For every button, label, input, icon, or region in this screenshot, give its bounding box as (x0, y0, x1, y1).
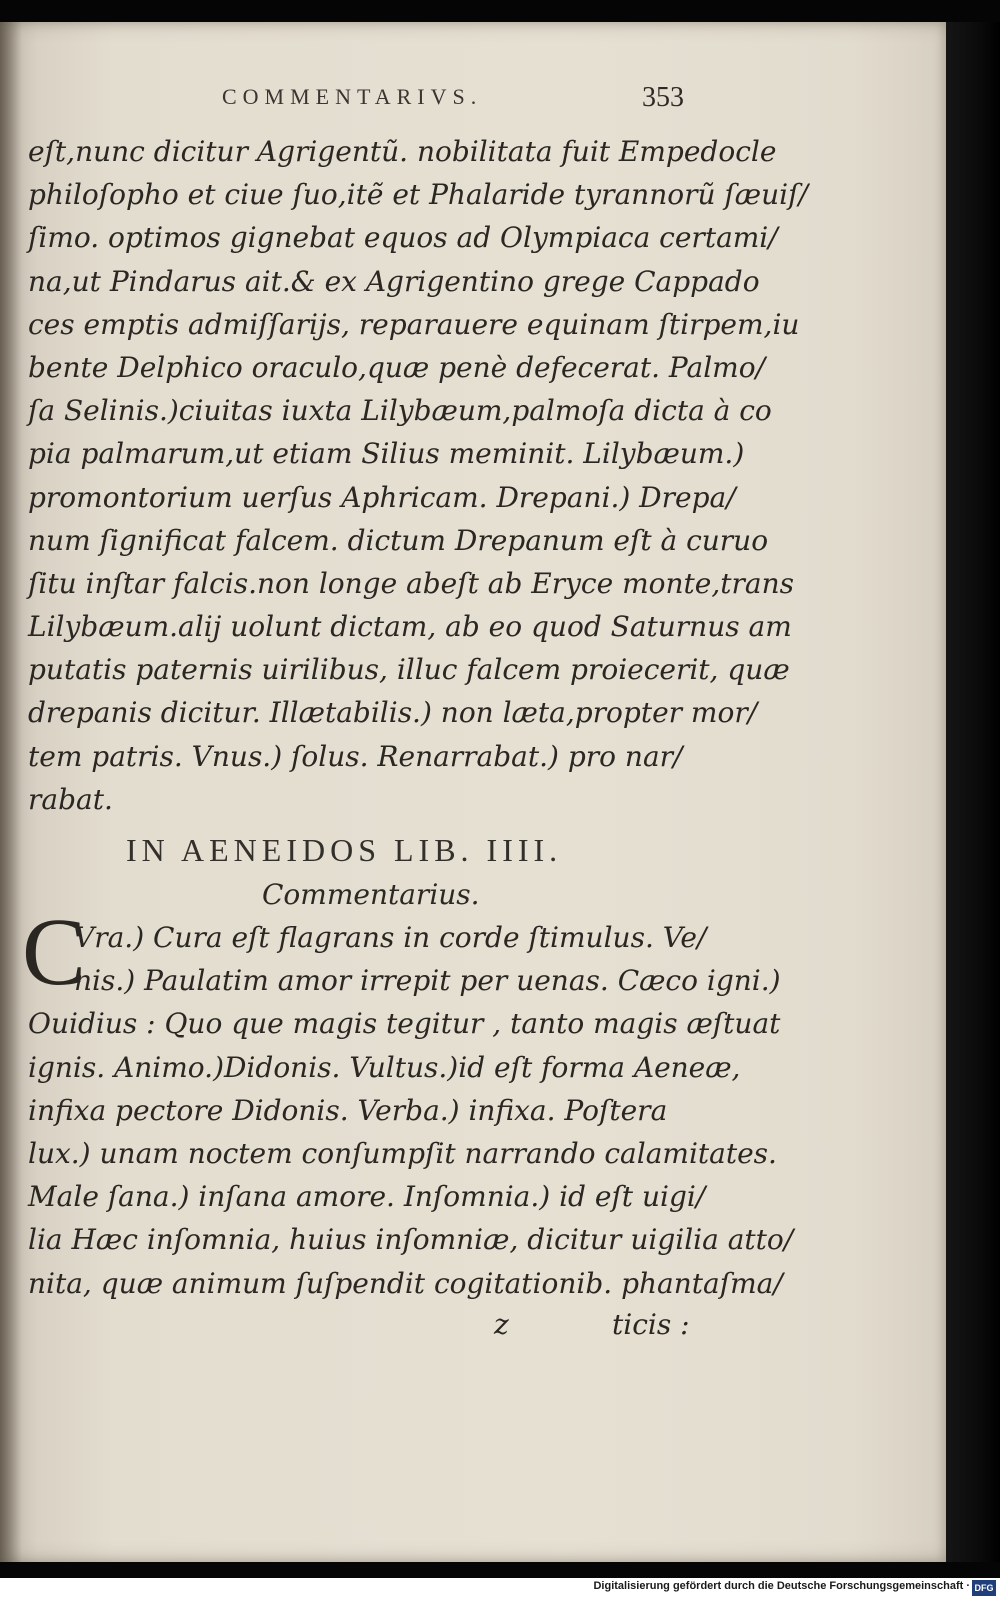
text-line: nita, quæ animum ſuſpendit cogitationib. phantaſma/ (28, 1266, 783, 1300)
drop-cap: C (22, 898, 87, 1005)
text-line: tem patris. Vnus.) ſolus. Renarrabat.) pro nar/ (28, 739, 683, 773)
text-line: na,ut Pindarus ait.& ex Agrigentino grege Cappado (28, 264, 760, 298)
commentary-text (28, 916, 794, 1305)
text-line: philoſopho et ciue ſuo,itẽ et Phalaride tyrannorũ ſæuiſ/ (28, 178, 808, 212)
text-line: lia Hæc inſomnia, huius inſomniæ, dicitur uigilia atto/ (28, 1223, 794, 1257)
running-head: COMMENTARIVS. (222, 84, 483, 109)
text-line: ſimo. optimos gignebat equos ad Olympiaca certami/ (28, 221, 778, 255)
catchword: ticis : (612, 1308, 690, 1341)
text-line: lux.) unam noctem conſumpſit narrando calamitates. (28, 1136, 777, 1170)
text-line: ces emptis admiſſarijs, reparauere equinam ſtirpem,iu (28, 307, 800, 341)
signature-mark: z (494, 1308, 509, 1341)
gutter-shadow (0, 22, 22, 1562)
book-heading: IN AENEIDOS LIB. IIII. (126, 832, 563, 868)
text-line: ignis. Animo.)Didonis. Vultus.)id eſt forma Aeneæ, (28, 1050, 741, 1084)
text-line: Lilybæum.alij uolunt dictam, ab eo quod Saturnus am (28, 610, 792, 644)
text-line: promontorium uerſus Aphricam. Drepani.) Drepa/ (28, 480, 736, 514)
text-line: putatis paternis uirilibus, illuc falcem proiecerit, quæ (28, 653, 790, 687)
page-edge (946, 22, 1000, 1562)
book-subheading: Commentarius. (262, 878, 480, 911)
text-line: drepanis dicitur. Illætabilis.) non læta,propter mor/ (28, 696, 758, 730)
text-line: Vra.) Cura eſt flagrans in corde ſtimulus. Ve/ (74, 921, 707, 954)
text-line: nis.) Paulatim amor irrepit per uenas. Cæco igni.) (74, 964, 781, 998)
body-text (28, 130, 808, 821)
footer-credit: Digitalisierung gefördert durch die Deutsche Forschungsgemeinschaft · (593, 1580, 970, 1592)
page-number: 353 (642, 82, 684, 113)
text-line: ſa Selinis.)ciuitas iuxta Lilybæum,palmoſa dicta à co (28, 394, 772, 428)
text-line: infixa pectore Didonis. Verba.) infixa. Poſtera (28, 1093, 668, 1127)
text-line: num ſignificat falcem. dictum Drepanum eſt à curuo (28, 523, 769, 557)
text-line: ſitu inſtar falcis.non longe abeſt ab Eryce monte,trans (28, 566, 794, 600)
digitization-footer (0, 1578, 1000, 1599)
text-line: bente Delphico oraculo,quæ penè defecerat. Palmo/ (28, 350, 765, 384)
text-line: Ouidius : Quo que magis tegitur , tanto magis æſtuat (28, 1007, 781, 1041)
text-line: Male ſana.) inſana amore. Inſomnia.) id eſt uigi/ (28, 1180, 706, 1214)
text-line: pia palmarum,ut etiam Silius meminit. Lilybæum.) (28, 437, 745, 471)
text-line: rabat. (28, 782, 113, 816)
text-line: eſt,nunc dicitur Agrigentũ. nobilitata fuit Empedocle (28, 135, 777, 168)
dfg-logo-icon: DFG (972, 1580, 996, 1596)
